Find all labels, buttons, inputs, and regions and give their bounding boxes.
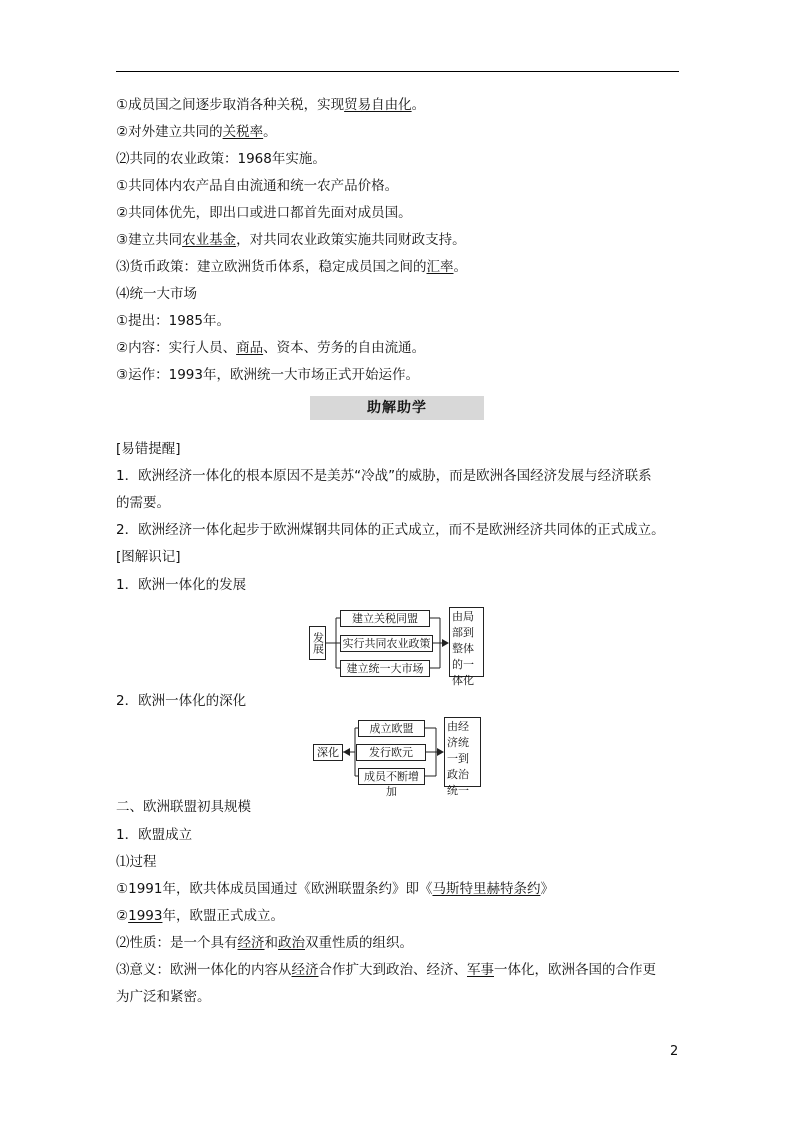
section-heading: [图解识记] [116,549,181,565]
text-line: ⑶货币政策：建立欧洲货币体系，稳定成员国之间的汇率。 [116,259,467,275]
text-line: ⑵共同的农业政策：1968年实施。 [116,151,326,167]
diagram1-item: 实行共同农业政策 [340,635,433,652]
diagram2-item: 成员不断增加 [358,768,425,785]
diagram2-item: 成立欧盟 [358,720,425,737]
text-line: 1．欧洲一体化的发展 [116,577,247,593]
text-line: 2．欧洲经济一体化起步于欧洲煤钢共同体的正式成立，而不是欧洲经济共同体的正式成立。 [116,522,665,538]
diagram2-item: 发行欧元 [356,744,426,761]
text-line: ①提出：1985年。 [116,313,230,329]
diagram1-left-box: 发展 [309,626,326,660]
text-line: ③建立共同农业基金，对共同农业政策实施共同财政支持。 [116,232,466,248]
text-line: ①共同体内农产品自由流通和统一农产品价格。 [116,178,399,194]
text-line: ⑴过程 [116,854,157,870]
text-line: ②对外建立共同的关税率。 [116,124,277,140]
text-line: 的需要。 [116,495,170,511]
text-line: ③运作：1993年，欧洲统一大市场正式开始运作。 [116,367,419,383]
text-line: ②内容：实行人员、商品、资本、劳务的自由流通。 [116,340,426,356]
text-line: ①1991年，欧共体成员国通过《欧洲联盟条约》即《马斯特里赫特条约》 [116,881,554,897]
text-line: ⑶意义：欧洲一体化的内容从经济合作扩大到政治、经济、军事一体化，欧洲各国的合作更 [116,962,656,978]
diagram2-right-box: 由经济统一到政治统一 [444,717,481,787]
text-line: ⑷统一大市场 [116,286,197,302]
section-heading: [易错提醒] [116,441,181,457]
text-line: ②共同体优先，即出口或进口都首先面对成员国。 [116,205,412,221]
text-line: 1．欧洲经济一体化的根本原因不是美苏“冷战”的威胁，而是欧洲各国经济发展与经济联系 [116,468,652,484]
section-title: 二、欧洲联盟初具规模 [116,799,251,815]
diagram2-left-box: 深化 [313,744,343,761]
text-line: ②1993年，欧盟正式成立。 [116,908,284,924]
text-line: ⑵性质：是一个具有经济和政治双重性质的组织。 [116,935,413,951]
text-line: 2．欧洲一体化的深化 [116,693,247,709]
text-line: ①成员国之间逐步取消各种关税，实现贸易自由化。 [116,97,426,113]
diagram1-item: 建立关税同盟 [340,610,430,627]
page-number: 2 [670,1044,679,1059]
text-line: 为广泛和紧密。 [116,989,211,1005]
diagram1-item: 建立统一大市场 [340,660,430,677]
section-banner: 助解助学 [310,396,484,420]
text-line: 1．欧盟成立 [116,827,193,843]
diagram1-right-box: 由局部到整体的一体化 [449,607,484,677]
